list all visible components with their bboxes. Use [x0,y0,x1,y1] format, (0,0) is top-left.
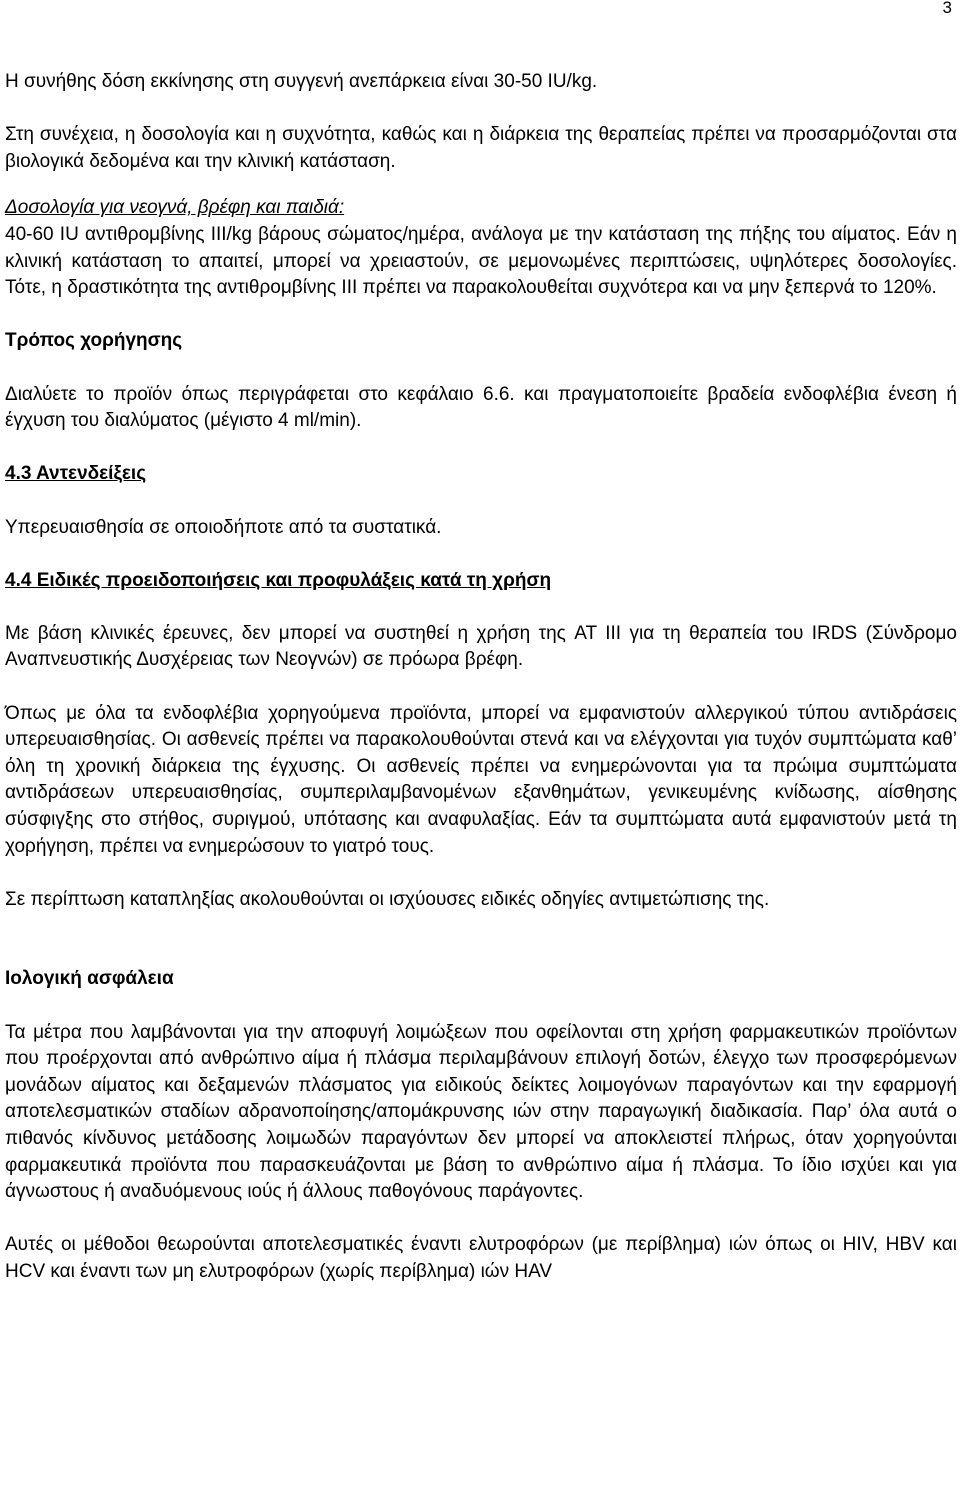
administration-text: Διαλύετε το προϊόν όπως περιγράφεται στο κεφάλαιο 6.6. και πραγματοποιείτε βραδεία ενδοφλέβια ένεση ή έγχυση του διαλύματος (μέγιστο 4 ml/min). [5,383,957,432]
contraindications-text: Υπερευαισθησία σε οποιοδήποτε από τα συστατικά. [5,516,442,538]
starting-dose-paragraph: Η συνήθης δόση εκκίνησης στη συγγενή ανεπάρκεια είναι 30-50 IU/kg. [5,71,598,92]
pediatric-dosage-text: 40-60 IU αντιθρομβίνης III/kg βάρους σώματος/ημέρα, ανάλογα με την κατάσταση της πήξης του αίματος. Εάν η κλινική κατάσταση το απαιτεί, μπορεί να χρειαστούν, σε μεμονωμένες περιπτώσεις, υψηλότερες δοσολογίες. Τότε, η δραστικότητα της αντιθρομβίνης III πρέπει να παρακολουθείται συχνότερα και να μην ξεπερνά το 120%. [5,223,957,299]
warnings-heading-text: 4.4 Ειδικές προειδοποιήσεις και προφυλάξεις κατά τη χρήση [5,569,552,591]
warnings-paragraph-1: Με βάση κλινικές έρευνες, δεν μπορεί να συστηθεί η χρήση της AT III για τη θεραπεία του IRDS (Σύνδρομο Αναπνευστικής Δυσχέρειας των Νεογνών) σε πρόωρα βρέφη. [5,622,957,671]
warnings-paragraph-2: Όπως με όλα τα ενδοφλέβια χορηγούμενα προϊόντα, μπορεί να εμφανιστούν αλλεργικού τύπου αντιδράσεις υπερευαισθησίας. Οι ασθενείς πρέπει να παρακολουθούνται στενά και να ελέγχονται για τυχόν συμπτώματα καθ’ όλη τη χρονική διάρκεια της έγχυσης. Οι ασθενείς πρέπει να ενημερώνονται για τα πρώιμα συμπτώματα αντιδράσεων υπερευαισθησίας, συμπεριλαμβανομένων εξανθημάτων, γενικευμένης κνίδωσης, αίσθησης σύσφιγξης στο στήθος, συριγμού, υπότασης και αναφυλαξίας. Εάν τα συμπτώματα αυτά εμφανιστούν μετά τη χορήγηση, πρέπει να ενημερώσουν το γιατρό τους. [5,702,957,857]
dosage-adjustment-paragraph: Στη συνέχεια, η δοσολογία και η συχνότητα, καθώς και η διάρκεια της θεραπείας πρέπει να προσαρμόζονται στα βιολογικά δεδομένα και την κλινική κατάσταση. [5,124,957,172]
page-number: 3 [942,0,952,17]
administration-heading-text: Τρόπος χορήγησης [5,330,183,352]
viral-safety-heading-text: Ιολογική ασφάλεια [5,968,174,990]
warnings-paragraph-3: Σε περίπτωση καταπληξίας ακολουθούνται οι ισχύουσες ειδικές οδηγίες αντιμετώπισης της. [5,888,770,910]
viral-safety-paragraph-2: Αυτές οι μέθοδοι θεωρούνται αποτελεσματικές έναντι ελυτροφόρων (με περίβλημα) ιών όπως οι HIV, HBV και HCV και έναντι των μη ελυτροφόρων (χωρίς περίβλημα) ιών HAV [5,1234,957,1282]
page-body [5,69,957,1286]
viral-safety-paragraph-1: Τα μέτρα που λαμβάνονται για την αποφυγή λοιμώξεων που οφείλονται στη χρήση φαρμακευτικών προϊόντων που προέρχονται από ανθρώπινο αίμα ή πλάσμα περιλαμβάνουν επιλογή δοτών, έλεγχο των προσφερόμενων μονάδων αίματος και δεξαμενών πλάσματος για ειδικούς δείκτες λοιμογόνων παραγόντων και την εφαρμογή αποτελεσματικών σταδίων αδρανοποίησης/απομάκρυνσης ιών στην παραγωγική διαδικασία. Παρ’ όλα αυτά ο πιθανός κίνδυνος μετάδοσης λοιμωδών παραγόντων δεν μπορεί να αποκλειστεί πλήρως, όταν χορηγούνται φαρμακευτικά προϊόντα που παρασκευάζονται με βάση το ανθρώπινο αίμα ή πλάσμα. Το ίδιο ισχύει και για άγνωστους ή αναδυόμενους ιούς ή άλλους παθογόνους παράγοντες. [5,1021,957,1203]
pediatric-dosage-block [5,195,957,301]
pediatric-dosage-heading: Δοσολογία για νεογνά, βρέφη και παιδιά: [5,197,345,219]
warnings-heading [5,568,957,595]
contraindications-heading-text: 4.3 Αντενδείξεις [5,463,147,485]
viral-safety-heading [5,966,957,993]
administration-heading [5,328,957,355]
contraindications-heading [5,461,957,488]
